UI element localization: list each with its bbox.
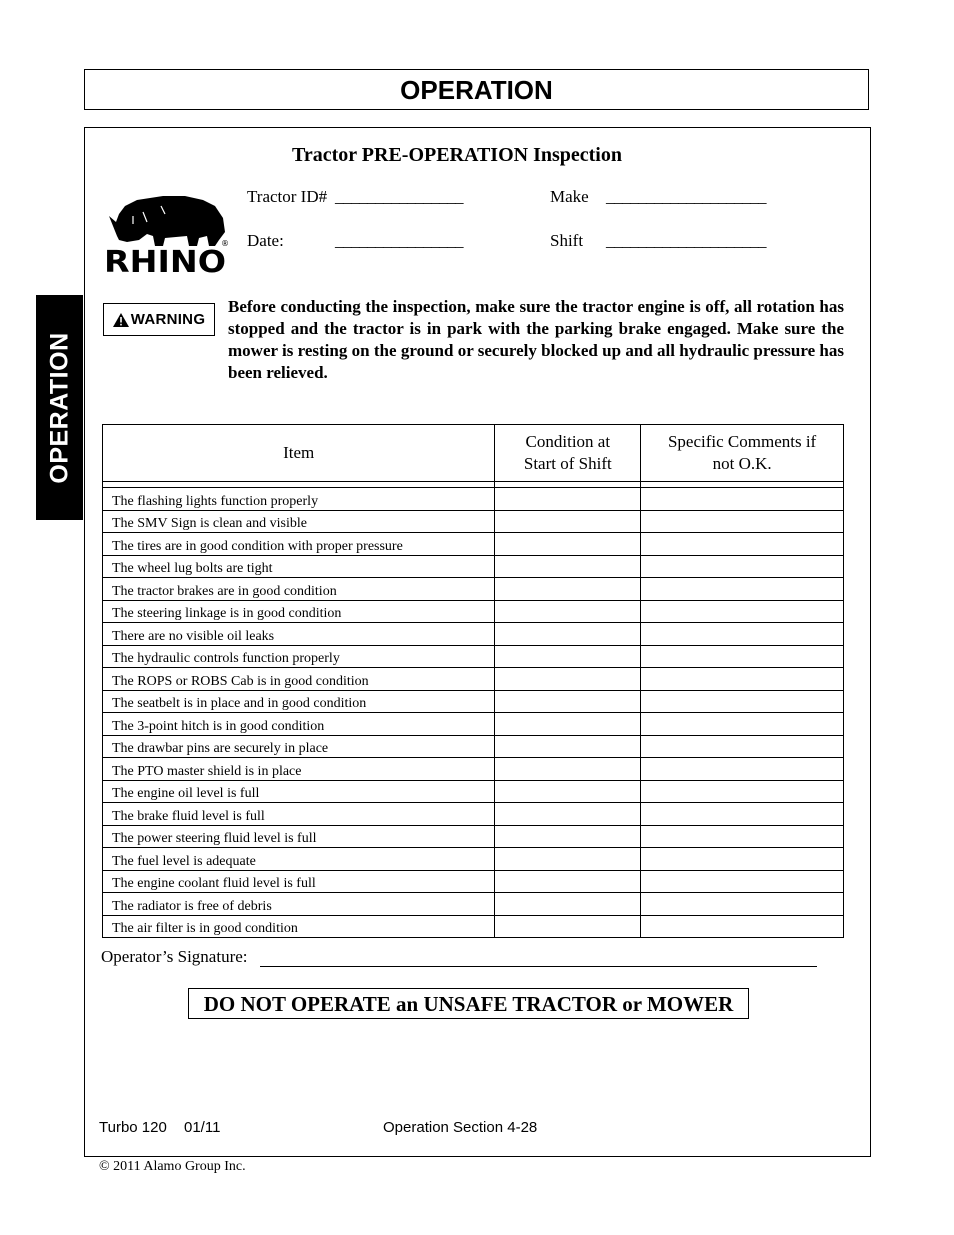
- table-row: [103, 623, 844, 646]
- footer-date: 01/11: [184, 1119, 221, 1136]
- condition-cell[interactable]: [495, 623, 641, 646]
- comments-cell[interactable]: [641, 758, 844, 781]
- checklist-item: The engine oil level is full: [103, 780, 495, 803]
- form-title: Tractor PRE-OPERATION Inspection: [292, 144, 622, 166]
- condition-cell[interactable]: [495, 488, 641, 511]
- comments-cell[interactable]: [641, 510, 844, 533]
- condition-cell[interactable]: [495, 578, 641, 601]
- table-row: [103, 825, 844, 848]
- checklist-item: The power steering fluid level is full: [103, 825, 495, 848]
- table-row: [103, 488, 844, 511]
- shift-blank: ____________________: [606, 231, 766, 250]
- condition-cell[interactable]: [495, 825, 641, 848]
- inspection-checklist-table: [102, 424, 844, 938]
- logo-wordmark: RHINO: [104, 245, 226, 274]
- checklist-item: The seatbelt is in place and in good condition: [103, 690, 495, 713]
- table-row: [103, 555, 844, 578]
- warning-badge: [103, 303, 215, 336]
- warning-badge-label: WARNING: [130, 311, 206, 328]
- page-title: OPERATION: [400, 75, 553, 105]
- side-tab-label: OPERATION: [45, 331, 73, 484]
- comments-cell[interactable]: [641, 488, 844, 511]
- comments-cell[interactable]: [641, 555, 844, 578]
- shift-label: Shift: [550, 231, 584, 250]
- make-blank: ____________________: [606, 187, 766, 206]
- table-row: [103, 735, 844, 758]
- checklist-item: The wheel lug bolts are tight: [103, 555, 495, 578]
- date-label: Date:: [247, 231, 284, 250]
- condition-header-line1: Condition at: [525, 432, 611, 451]
- column-header-comments: [641, 425, 844, 482]
- condition-cell[interactable]: [495, 645, 641, 668]
- checklist-item: The steering linkage is in good condition: [103, 600, 495, 623]
- condition-cell[interactable]: [495, 510, 641, 533]
- condition-cell[interactable]: [495, 668, 641, 691]
- comments-cell[interactable]: [641, 780, 844, 803]
- comments-cell[interactable]: [641, 735, 844, 758]
- checklist-item: The ROPS or ROBS Cab is in good condition: [103, 668, 495, 691]
- table-row: [103, 600, 844, 623]
- date-blank: ________________: [335, 231, 463, 250]
- checklist-item: The tires are in good condition with proper pressure: [103, 533, 495, 556]
- condition-cell[interactable]: [495, 690, 641, 713]
- comments-header-line2: not O.K.: [712, 454, 772, 473]
- checklist-item: The 3-point hitch is in good condition: [103, 713, 495, 736]
- warning-triangle-icon: [113, 313, 129, 327]
- table-row: [103, 533, 844, 556]
- registered-mark: ®: [221, 239, 229, 248]
- column-header-item: Item: [103, 425, 495, 482]
- condition-cell[interactable]: [495, 533, 641, 556]
- column-header-condition: [495, 425, 641, 482]
- condition-cell[interactable]: [495, 555, 641, 578]
- table-row: [103, 713, 844, 736]
- table-row: [103, 578, 844, 601]
- comments-cell[interactable]: [641, 915, 844, 938]
- comments-cell[interactable]: [641, 848, 844, 871]
- table-row: [103, 645, 844, 668]
- rhino-logo: [103, 192, 231, 274]
- checklist-item: The engine coolant fluid level is full: [103, 870, 495, 893]
- condition-header-line2: Start of Shift: [523, 454, 612, 473]
- page-header: [84, 69, 869, 110]
- checklist-item: The air filter is in good condition: [103, 915, 495, 938]
- checklist-item: The flashing lights function properly: [103, 488, 495, 511]
- condition-cell[interactable]: [495, 713, 641, 736]
- section-side-tab: [36, 295, 83, 520]
- condition-cell[interactable]: [495, 848, 641, 871]
- rhino-silhouette-icon: [109, 196, 225, 246]
- signature-label: Operator’s Signature:: [101, 947, 248, 966]
- footer-copyright: © 2011 Alamo Group Inc.: [99, 1159, 246, 1174]
- checklist-item: The PTO master shield is in place: [103, 758, 495, 781]
- condition-cell[interactable]: [495, 870, 641, 893]
- condition-cell[interactable]: [495, 600, 641, 623]
- condition-cell[interactable]: [495, 735, 641, 758]
- table-row: [103, 893, 844, 916]
- comments-cell[interactable]: [641, 690, 844, 713]
- checklist-item: The radiator is free of debris: [103, 893, 495, 916]
- checklist-item: The fuel level is adequate: [103, 848, 495, 871]
- footer-section: Operation Section 4-28: [383, 1119, 538, 1136]
- table-row: [103, 780, 844, 803]
- condition-cell[interactable]: [495, 915, 641, 938]
- comments-cell[interactable]: [641, 600, 844, 623]
- comments-cell[interactable]: [641, 870, 844, 893]
- table-row: [103, 848, 844, 871]
- checklist-item: The brake fluid level is full: [103, 803, 495, 826]
- comments-cell[interactable]: [641, 668, 844, 691]
- signature-line[interactable]: [260, 966, 817, 967]
- safety-notice: DO NOT OPERATE an UNSAFE TRACTOR or MOWER: [188, 988, 749, 1019]
- table-row: [103, 668, 844, 691]
- table-row: [103, 915, 844, 938]
- footer-model: Turbo 120: [99, 1119, 167, 1136]
- comments-cell[interactable]: [641, 825, 844, 848]
- comments-cell[interactable]: [641, 803, 844, 826]
- table-row: [103, 870, 844, 893]
- checklist-item: The tractor brakes are in good condition: [103, 578, 495, 601]
- checklist-item: The drawbar pins are securely in place: [103, 735, 495, 758]
- checklist-item: There are no visible oil leaks: [103, 623, 495, 646]
- make-label: Make: [550, 187, 589, 206]
- comments-cell[interactable]: [641, 533, 844, 556]
- comments-cell[interactable]: [641, 645, 844, 668]
- condition-cell[interactable]: [495, 758, 641, 781]
- table-row: [103, 510, 844, 533]
- condition-cell[interactable]: [495, 780, 641, 803]
- tractor-id-blank: ________________: [335, 187, 463, 206]
- table-row: [103, 690, 844, 713]
- comments-cell[interactable]: [641, 623, 844, 646]
- table-row: [103, 803, 844, 826]
- comments-header-line1: Specific Comments if: [667, 432, 817, 451]
- checklist-item: The hydraulic controls function properly: [103, 645, 495, 668]
- comments-cell[interactable]: [641, 893, 844, 916]
- condition-cell[interactable]: [495, 893, 641, 916]
- checklist-item: The SMV Sign is clean and visible: [103, 510, 495, 533]
- tractor-id-label: Tractor ID#: [247, 187, 328, 206]
- table-row: [103, 758, 844, 781]
- condition-cell[interactable]: [495, 803, 641, 826]
- comments-cell[interactable]: [641, 713, 844, 736]
- warning-text: Before conducting the inspection, make sure the tractor engine is off, all rotation has stopped and the tractor is in park with the parking brake engaged. Make sure the mower is resting on the ground or securely blocked up and all hydraulic pressure has been relieved.: [228, 297, 844, 382]
- comments-cell[interactable]: [641, 578, 844, 601]
